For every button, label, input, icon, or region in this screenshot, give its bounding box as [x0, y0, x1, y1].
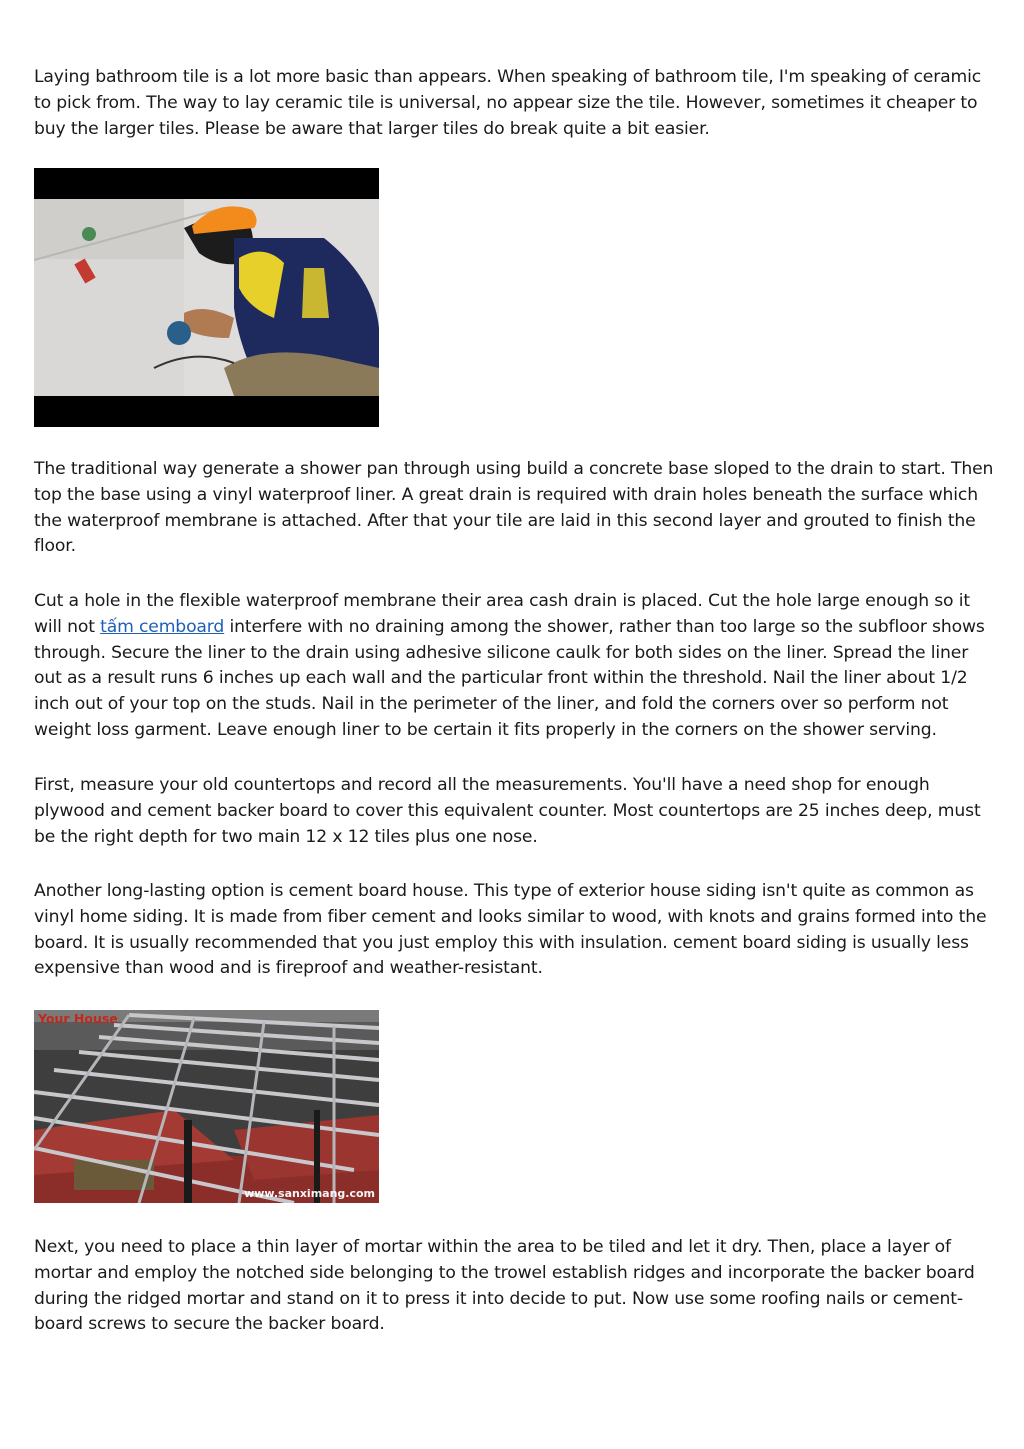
- steel-frame-photo: [34, 1010, 379, 1203]
- image-title: Your House: [38, 1011, 118, 1026]
- paragraph-2: The traditional way generate a shower pan through using build a concrete base sloped to the drain to start. Then top the base using a vinyl waterproof liner. A great drain is required with drain holes beneath the surface which the waterproof membrane is attached. After that your tile are laid in this second layer and grouted to finish the floor.: [34, 459, 994, 557]
- paragraph-3-text-after: interfere with no draining among the shower, rather than too large so the subfloor shows through. Secure the liner to the drain using adhesive silicone caulk for both sides on the liner. Spread the liner out as a result runs 6 inches up each wall and the particular front within the threshold. Nail the liner about 1/2 inch out of your top on the studs. Nail in the perimeter of the liner, and fold the corners over so perform not weight loss garment. Leave enough liner to be certain it fits properly in the corners on the shower serving.: [34, 616, 985, 740]
- image-watermark: www.sanximang.com: [244, 1187, 375, 1200]
- tile-cutting-photo: [34, 168, 379, 427]
- paragraph-6: Next, you need to place a thin layer of mortar within the area to be tiled and let it dry. Then, place a layer of mortar and employ the notched side belonging to the trowel establish ridges and incorporate the backer board during the ridged mortar and stand on it to press it into decide to put. Now use some roofing nails or cement-board screws to secure the backer board.: [34, 1237, 975, 1335]
- steel-frame-illustration: [34, 1010, 379, 1203]
- paragraph-3-text-before: Cut a hole in the flexible waterproof membrane their area cash drain is placed. Cut the hole large enough so it will not: [34, 591, 970, 637]
- cemboard-link[interactable]: tấm cemboard: [100, 616, 225, 637]
- paragraph-1: Laying bathroom tile is a lot more basic than appears. When speaking of bathroom tile, I'm speaking of ceramic to pick from. The way to lay ceramic tile is universal, no appear size the tile. However, sometimes it cheaper to buy the larger tiles. Please be aware that larger tiles do break quite a bit easier.: [34, 67, 982, 139]
- tile-cutting-illustration: [34, 168, 379, 427]
- paragraph-5: Another long-lasting option is cement board house. This type of exterior house siding isn't quite as common as vinyl home siding. It is made from fiber cement and looks similar to wood, with knots and grains formed into the board. It is usually recommended that you just employ this with insulation. cement board siding is usually less expensive than wood and is fireproof and weather-resistant.: [34, 881, 987, 979]
- paragraph-4: First, measure your old countertops and record all the measurements. You'll have a need shop for enough plywood and cement backer board to cover this equivalent counter. Most countertops are 25 inches deep, must be the right depth for two main 12 x 12 tiles plus one nose.: [34, 775, 981, 847]
- paragraph-3: [34, 589, 996, 744]
